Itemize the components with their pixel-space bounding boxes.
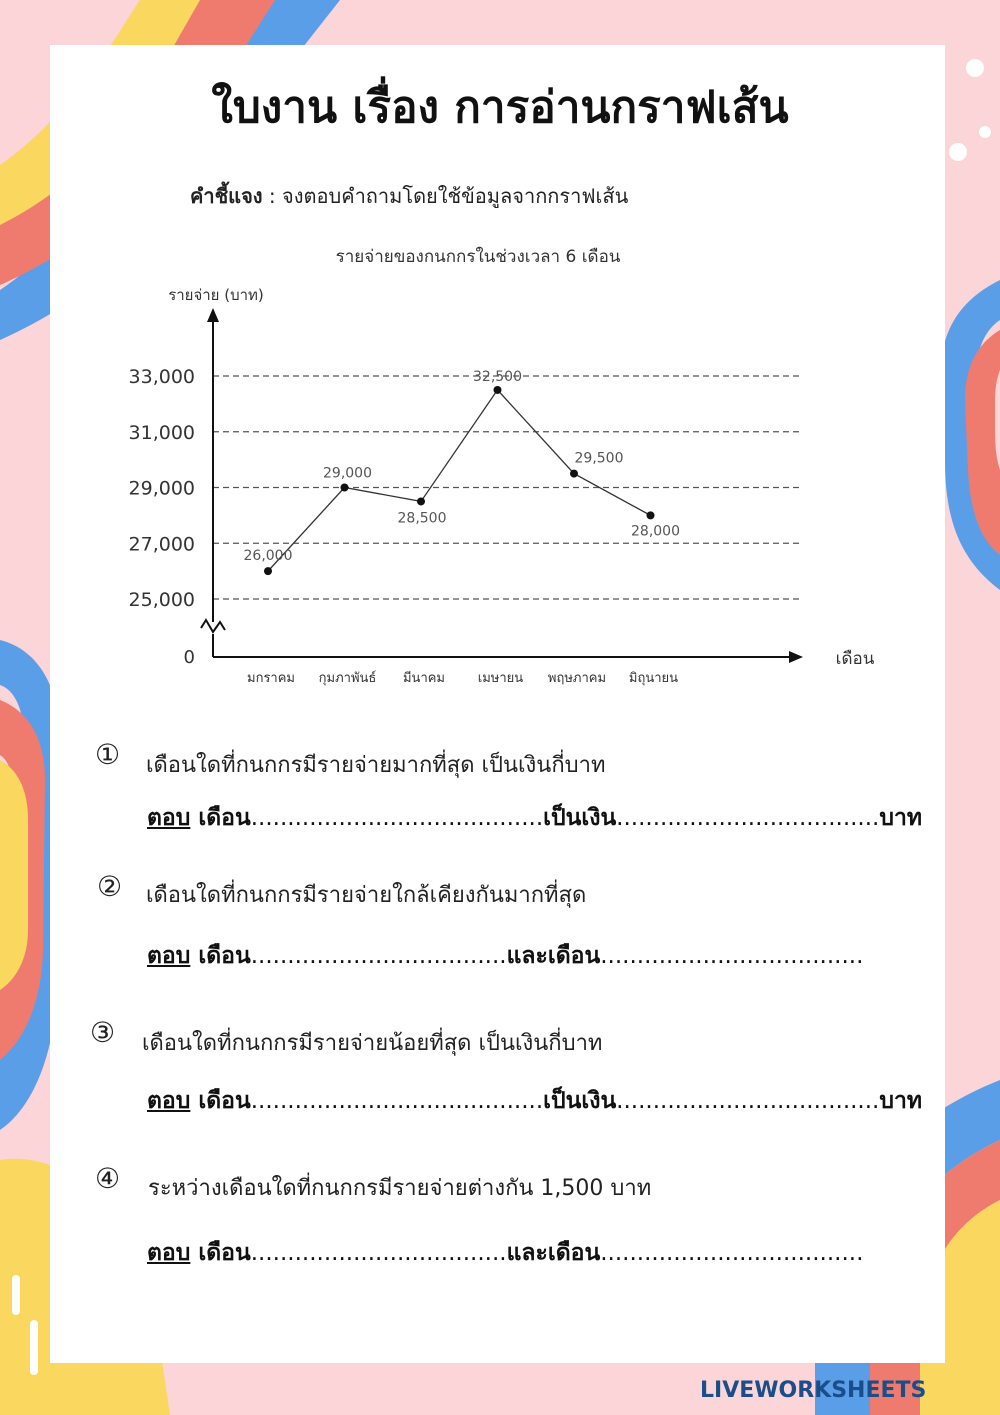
x-tick-label: มิถุนายน: [628, 671, 679, 686]
x-tick-label: กุมภาพันธ์: [318, 671, 377, 686]
answer-3-line[interactable]: ตอบ เดือน........................................เป็นเงิน....................................บาท: [147, 1088, 923, 1114]
y-tick-label: 27,000: [128, 533, 195, 556]
line-chart: [0, 230, 1000, 700]
y-axis-label: รายจ่าย (บาท): [168, 286, 264, 304]
data-label: 32,500: [473, 368, 522, 385]
answer-amount-label: เป็นเงิน: [543, 1088, 617, 1114]
question-1-text: เดือนใดที่กนกกรมีรายจ่ายมากที่สุด เป็นเงินกี่บาท: [146, 753, 606, 778]
data-label: 29,000: [323, 465, 372, 482]
instruction-text: จงตอบคำถามโดยใช้ข้อมูลจากกราฟเส้น: [282, 184, 629, 208]
answer-and-month-label: และเดือน: [506, 1240, 601, 1266]
answer-and-month-label: และเดือน: [506, 943, 601, 969]
y-zero-label: 0: [183, 647, 195, 668]
data-point: [494, 386, 502, 394]
question-3-number: ③: [90, 1016, 116, 1049]
answer-unit: บาท: [879, 805, 923, 831]
question-4-text: ระหว่างเดือนใดที่กนกกรมีรายจ่ายต่างกัน 1,500 บาท: [148, 1176, 652, 1201]
x-tick-label: มีนาคม: [402, 671, 446, 686]
page-title: ใบงาน เรื่อง การอ่านกราฟเส้น: [211, 82, 789, 133]
chart-title: รายจ่ายของกนกกรในช่วงเวลา 6 เดือน: [335, 247, 621, 267]
y-tick-label: 31,000: [128, 421, 195, 444]
y-axis-arrow: [207, 308, 219, 322]
data-label: 28,000: [631, 523, 680, 540]
data-point: [647, 511, 655, 519]
instruction: [190, 180, 628, 212]
answer-4-line[interactable]: ตอบ เดือน...................................และเดือน....................................: [147, 1240, 864, 1266]
answer-month-label: เดือน: [198, 805, 251, 831]
x-axis-label: เดือน: [835, 649, 875, 669]
answer-amount-label: เป็นเงิน: [543, 805, 617, 831]
answer-label: ตอบ: [147, 943, 191, 969]
data-point: [264, 567, 272, 575]
answer-1-line[interactable]: ตอบ เดือน........................................เป็นเงิน....................................บาท: [147, 805, 923, 831]
x-tick-label: พฤษภาคม: [547, 671, 607, 686]
x-tick-label: มกราคม: [247, 671, 295, 686]
instruction-label: คำชี้แจง: [190, 184, 263, 208]
answer-month-label: เดือน: [198, 1240, 251, 1266]
x-tick-label: เมษายน: [477, 671, 524, 686]
data-label: 29,500: [574, 450, 624, 467]
data-label: 28,500: [397, 510, 447, 527]
liveworksheets-logo: LIVEWORKSHEETS: [700, 1378, 927, 1403]
question-3-text: เดือนใดที่กนกกรมีรายจ่ายน้อยที่สุด เป็นเงินกี่บาท: [142, 1031, 603, 1056]
y-tick-label: 25,000: [128, 589, 195, 611]
answer-unit: บาท: [879, 1088, 923, 1114]
answer-label: ตอบ: [147, 1240, 191, 1266]
data-point: [570, 470, 578, 478]
question-1-number: ①: [95, 738, 121, 771]
answer-label: ตอบ: [147, 805, 191, 831]
question-4-number: ④: [95, 1162, 121, 1195]
data-point: [341, 484, 349, 492]
data-point: [417, 497, 425, 505]
x-axis-arrow: [789, 651, 803, 663]
question-2-text: เดือนใดที่กนกกรมีรายจ่ายใกล้เคียงกันมากที่สุด: [146, 883, 587, 908]
data-label: 26,000: [243, 548, 293, 565]
question-2-number: ②: [97, 870, 123, 903]
instruction-separator: :: [262, 184, 283, 208]
answer-2-line[interactable]: ตอบ เดือน...................................และเดือน....................................: [147, 943, 864, 969]
y-tick-label: 29,000: [128, 477, 195, 500]
answer-month-label: เดือน: [198, 1088, 251, 1114]
answer-month-label: เดือน: [198, 943, 251, 969]
answer-label: ตอบ: [147, 1088, 191, 1114]
y-tick-label: 33,000: [128, 366, 195, 388]
